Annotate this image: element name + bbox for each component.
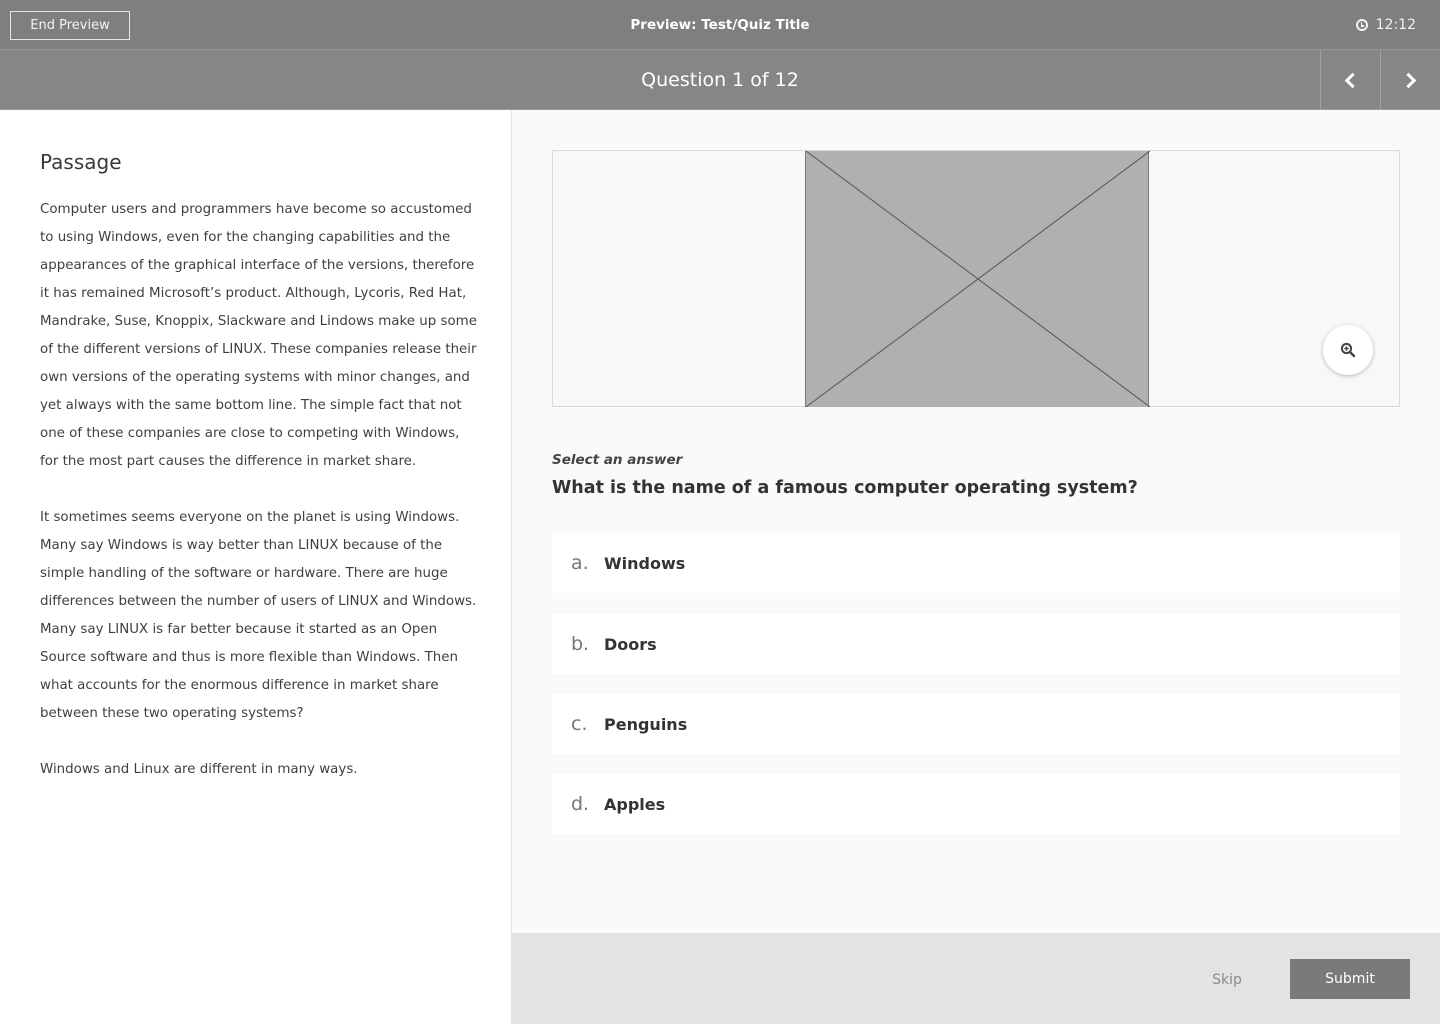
next-question-button[interactable] — [1380, 50, 1440, 110]
answer-letter: b. — [571, 633, 590, 655]
previous-question-button[interactable] — [1320, 50, 1380, 110]
question-counter: Question 1 of 12 — [641, 69, 799, 91]
page-title: Preview: Test/Quiz Title — [630, 17, 810, 33]
question-image-frame — [552, 150, 1400, 407]
zoom-in-icon — [1340, 342, 1356, 358]
timer-value: 12:12 — [1375, 17, 1416, 33]
passage-panel — [0, 110, 512, 1024]
clock-icon — [1356, 19, 1368, 31]
answer-text: Windows — [604, 553, 686, 573]
zoom-image-button[interactable] — [1323, 325, 1373, 375]
submit-button[interactable]: Submit — [1290, 959, 1410, 999]
passage-paragraph: Computer users and programmers have become so accustomed to using Windows, even for the changing capabilities and the appearances of the graphical interface of the versions, therefore it has remained Microsoft’s product. Although, Lycoris, Red Hat, Mandrake, Suse, Knoppix, Slackware and Lindows make up some of the different versions of LINUX. These companies release their own versions of the operating systems with minor changes, and yet always with the same bottom line. The simple fact that not one of these companies are close to competing with Windows, for the most part causes the difference in market share. — [40, 202, 477, 469]
passage-text — [40, 196, 480, 812]
answer-option-c[interactable] — [552, 694, 1400, 754]
passage-title: Passage — [40, 150, 122, 174]
end-preview-button[interactable]: End Preview — [10, 11, 130, 40]
top-bar — [0, 0, 1440, 50]
answer-letter: c. — [571, 713, 588, 735]
question-text: What is the name of a famous computer operating system? — [552, 478, 1138, 498]
answer-option-d[interactable] — [552, 774, 1400, 834]
image-placeholder — [805, 151, 1149, 407]
question-panel — [512, 110, 1440, 933]
passage-paragraph: It sometimes seems everyone on the planet is using Windows. Many say Windows is way better than LINUX because of the simple handling of the software or hardware. There are huge differences between the number of users of LINUX and Windows. Many say LINUX is far better because it started as an Open Source software and thus is more flexible than Windows. Then what accounts for the enormous difference in market share between these two operating systems? — [40, 510, 477, 721]
answer-option-b[interactable] — [552, 614, 1400, 674]
image-placeholder-icon — [806, 151, 1150, 407]
answer-letter: d. — [571, 793, 590, 815]
answer-text: Doors — [604, 634, 657, 654]
footer-bar — [512, 933, 1440, 1024]
timer — [1356, 0, 1416, 50]
answer-instruction: Select an answer — [552, 452, 683, 468]
answer-text: Penguins — [604, 714, 688, 734]
question-bar — [0, 50, 1440, 110]
answer-letter: a. — [571, 552, 589, 574]
answer-option-a[interactable] — [552, 533, 1400, 593]
skip-button[interactable]: Skip — [1212, 971, 1242, 988]
answer-text: Apples — [604, 794, 666, 814]
chevron-left-icon — [1345, 72, 1361, 88]
chevron-right-icon — [1401, 72, 1417, 88]
passage-paragraph: Windows and Linux are different in many ways. — [40, 762, 358, 777]
